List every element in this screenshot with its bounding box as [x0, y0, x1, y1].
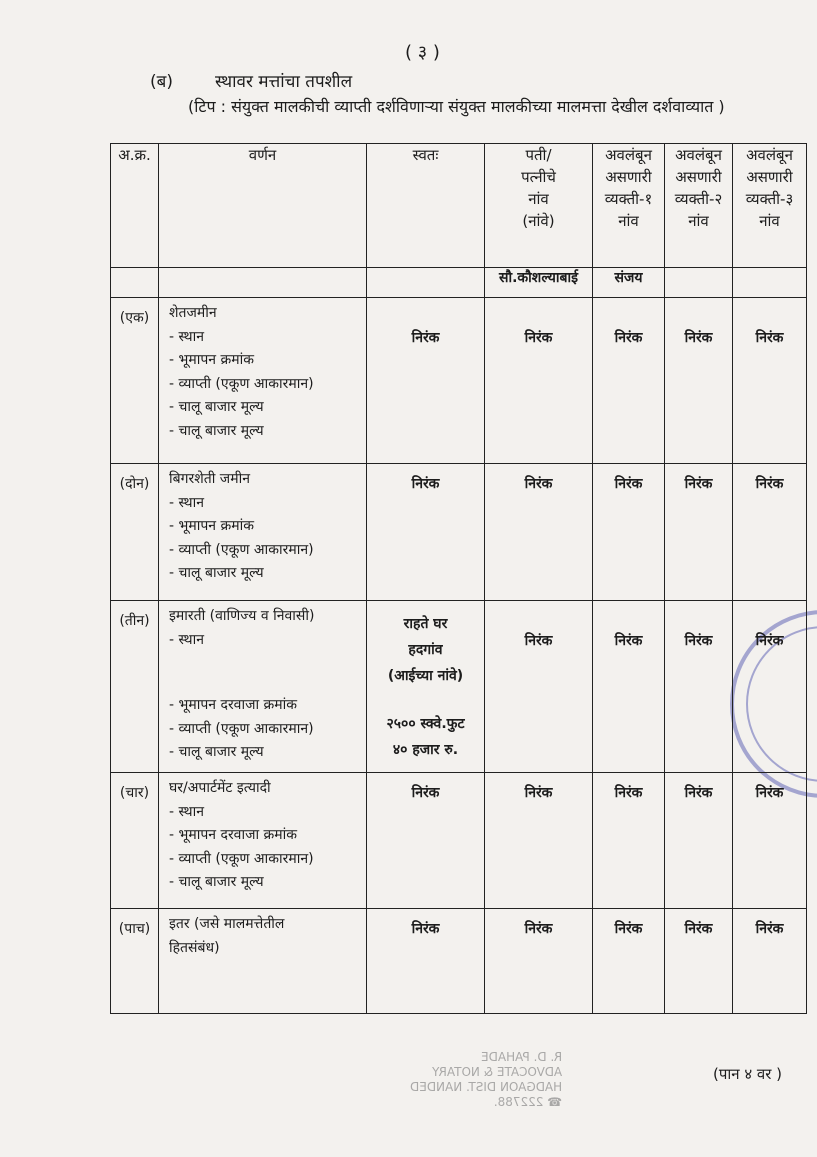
names-cell: [665, 268, 733, 298]
section-title: स्थावर मत्तांचा तपशील: [215, 72, 353, 92]
dependent-3-value: निरंक: [733, 601, 807, 773]
description-line: - चालू बाजार मूल्य: [169, 744, 264, 760]
names-cell: [733, 268, 807, 298]
self-value: निरंक: [367, 464, 485, 601]
stamp-line: ☎ 222788.: [493, 1095, 563, 1109]
self-value-line: (आईच्या नांवे): [387, 668, 464, 684]
dependent-2-value: निरंक: [665, 464, 733, 601]
row-description: [159, 773, 367, 909]
header-dep3-line: अवलंबून: [746, 146, 793, 164]
spouse-value: निरंक: [485, 298, 593, 464]
header-sr-no: अ.क्र.: [111, 144, 159, 268]
description-line: - व्याप्ती (एकूण आकारमान): [169, 850, 314, 867]
continued-on-page: (पान ४ वर ): [713, 1065, 783, 1083]
names-cell: [367, 268, 485, 298]
description-line: इतर (जसे मालमत्तेतील: [169, 916, 285, 932]
spouse-value: निरंक: [485, 464, 593, 601]
header-dep2-line: व्यक्ती-२: [674, 190, 723, 208]
dependent-2-value: निरंक: [665, 773, 733, 909]
description-line: - व्याप्ती (एकूण आकारमान): [169, 720, 314, 737]
stamp-line: HADGAON DIST. NANDED: [410, 1080, 563, 1094]
description-line: बिगरशेती जमीन: [169, 471, 250, 487]
dependent-2-value: निरंक: [665, 298, 733, 464]
header-self: स्वतः: [367, 144, 485, 268]
dependent-1-value: निरंक: [593, 601, 665, 773]
description-line: हितसंबंध): [169, 939, 220, 956]
stamp-line: R. D. PAHADE: [481, 1050, 563, 1064]
immovable-assets-table: [110, 143, 807, 1014]
names-cell: [111, 268, 159, 298]
description-line: - व्याप्ती (एकूण आकारमान): [169, 541, 314, 558]
self-value: निरंक: [367, 773, 485, 909]
description-line: - स्थान: [169, 494, 205, 511]
row-number: (तीन): [111, 601, 159, 773]
description-line: - चालू बाजार मूल्य: [169, 399, 264, 415]
header-dependent-1: [593, 144, 665, 268]
dependent-3-value: निरंक: [733, 773, 807, 909]
section-note: (टिप : संयुक्त मालकीची व्याप्ती दर्शविणाऱ्या संयुक्त मालकीच्या मालमत्ता देखील दर्शवाव्यात ): [188, 97, 725, 116]
header-spouse-line: नांव: [528, 190, 549, 208]
description-line: घर/अपार्टमेंट इत्यादी: [169, 780, 271, 796]
dependent-1-value: निरंक: [593, 773, 665, 909]
row-description: [159, 601, 367, 773]
table-header-row: [111, 144, 807, 268]
spouse-value: निरंक: [485, 909, 593, 1014]
header-dep3-line: असणारी: [746, 168, 793, 186]
dependent-2-value: निरंक: [665, 909, 733, 1014]
description-line: - व्याप्ती (एकूण आकारमान): [169, 375, 314, 392]
table-row: [111, 773, 807, 909]
description-line: - भूमापन क्रमांक: [169, 518, 255, 534]
dependent-2-value: निरंक: [665, 601, 733, 773]
self-value-line: २५०० स्क्वे.फुट: [386, 716, 465, 732]
table-row: [111, 909, 807, 1014]
dependent-1-value: निरंक: [593, 909, 665, 1014]
spouse-value: निरंक: [485, 773, 593, 909]
description-line: - स्थान: [169, 803, 205, 820]
spouse-value: निरंक: [485, 601, 593, 773]
description-line: - भूमापन दरवाजा क्रमांक: [169, 827, 298, 843]
row-number: (एक): [111, 298, 159, 464]
row-description: [159, 464, 367, 601]
header-dep2-line: नांव: [688, 212, 709, 230]
header-dependent-2: [665, 144, 733, 268]
description-line: - चालू बाजार मूल्य: [169, 565, 264, 581]
dependent-3-value: निरंक: [733, 464, 807, 601]
spouse-name: सौ.कौशल्याबाई: [485, 268, 593, 298]
header-spouse: [485, 144, 593, 268]
section-label: (ब): [150, 72, 173, 92]
self-value: निरंक: [367, 298, 485, 464]
header-dependent-3: [733, 144, 807, 268]
dependent-1-name: संजय: [593, 268, 665, 298]
header-dep3-line: नांव: [759, 212, 780, 230]
header-dep1-line: अवलंबून: [605, 146, 652, 164]
header-description: वर्णन: [159, 144, 367, 268]
self-value-line: हदगांव: [408, 642, 443, 658]
table-row: [111, 464, 807, 601]
row-number: (दोन): [111, 464, 159, 601]
description-line: इमारती (वाणिज्य व निवासी): [169, 608, 315, 624]
header-spouse-line: पत्नीचे: [521, 168, 556, 186]
notary-address-stamp: [410, 1050, 562, 1110]
header-dep1-line: नांव: [618, 212, 639, 230]
dependent-3-value: निरंक: [733, 909, 807, 1014]
self-value-line: ४० हजार रु.: [392, 742, 459, 758]
table-row: [111, 601, 807, 773]
header-spouse-line: (नांवे): [522, 212, 555, 230]
description-line: - स्थान: [169, 631, 205, 648]
self-value-line: राहते घर: [403, 616, 448, 632]
description-line: - भूमापन दरवाजा क्रमांक: [169, 697, 298, 713]
description-line: - भूमापन क्रमांक: [169, 352, 255, 368]
header-dep1-line: व्यक्ती-१: [604, 190, 653, 208]
names-cell: [159, 268, 367, 298]
description-gap: [169, 652, 366, 694]
header-dep3-line: व्यक्ती-३: [745, 190, 794, 208]
header-dep2-line: अवलंबून: [675, 146, 722, 164]
header-spouse-line: पती/: [525, 146, 552, 164]
row-number: (चार): [111, 773, 159, 909]
header-dep1-line: असणारी: [605, 168, 652, 186]
description-line: - स्थान: [169, 328, 205, 345]
description-line: - चालू बाजार मूल्य: [169, 422, 264, 439]
row-number: (पाच): [111, 909, 159, 1014]
page-number: ( ३ ): [405, 42, 440, 63]
table-row: [111, 298, 807, 464]
names-row: [111, 268, 807, 298]
row-description: [159, 298, 367, 464]
description-line: शेतजमीन: [169, 305, 217, 321]
self-value-gap: [367, 689, 484, 711]
dependent-1-value: निरंक: [593, 298, 665, 464]
self-value: [367, 601, 485, 773]
self-value: निरंक: [367, 909, 485, 1014]
header-dep2-line: असणारी: [675, 168, 722, 186]
stamp-line: ADVOCATE & NOTARY: [432, 1065, 563, 1079]
dependent-1-value: निरंक: [593, 464, 665, 601]
row-description: [159, 909, 367, 1014]
dependent-3-value: निरंक: [733, 298, 807, 464]
description-line: - चालू बाजार मूल्य: [169, 874, 264, 890]
